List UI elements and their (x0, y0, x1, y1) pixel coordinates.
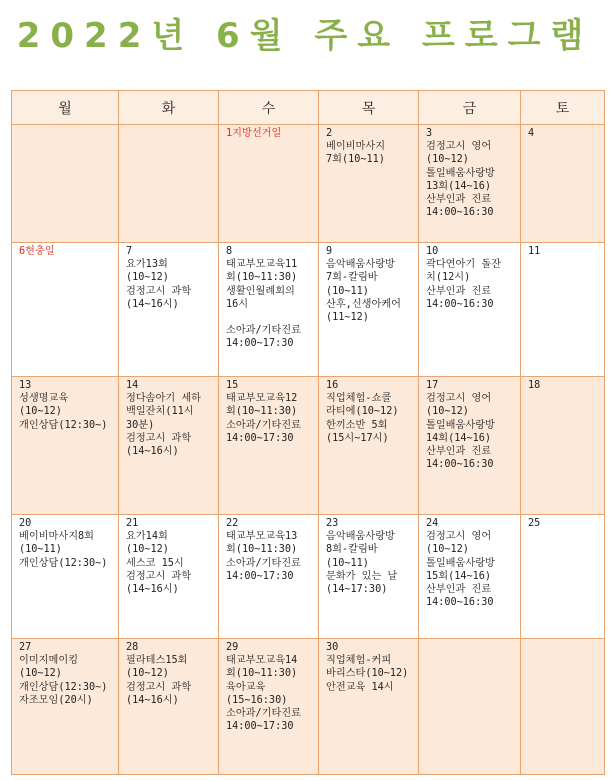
day-cell (119, 125, 219, 243)
day-cell (319, 639, 419, 775)
day-schedule-text: 16 직업체험-쇼콜 라티에(10~12) 한끼소반 5회 (15시~17시) (326, 380, 399, 444)
day-cell (12, 515, 119, 639)
day-cell (12, 125, 119, 243)
day-schedule-text: 8 태교부모교육11 회(10~11:30) 생활인월례회의 16시 소아과/기타진료 14:00~17:30 (226, 246, 302, 350)
day-schedule-text: 21 요가14회 (10~12) 세스코 15시 검정고시 과학 (14~16시) (126, 518, 192, 596)
week-row (12, 243, 605, 377)
day-cell (119, 377, 219, 515)
weekday-header-row (12, 91, 605, 125)
day-schedule-text: 30 직업체험-커피 바리스타(10~12) 안전교육 14시 (326, 642, 409, 693)
day-schedule-text: 2 베이비마사지 7회(10~11) (326, 128, 386, 166)
day-cell (319, 243, 419, 377)
week-row (12, 125, 605, 243)
day-cell (521, 639, 605, 775)
day-cell (319, 377, 419, 515)
weekday-header: 목 (319, 91, 419, 125)
day-cell (219, 639, 319, 775)
day-cell (219, 515, 319, 639)
day-cell (419, 125, 521, 243)
day-schedule-text: 23 음악배움사랑방 8회-칼림바 (10~11) 문화가 있는 날 (14~17:30) (326, 518, 398, 596)
weekday-header: 토 (521, 91, 605, 125)
weekday-header: 금 (419, 91, 521, 125)
day-cell (419, 243, 521, 377)
day-cell (12, 243, 119, 377)
day-schedule-text: 24 검정고시 영어 (10~12) 톨일배움사랑방 15회(14~16) 산부인과 진료 14:00~16:30 (426, 518, 495, 609)
day-schedule-text: 14 정다솜아기 세하 백일잔치(11시 30분) 검정고시 과학 (14~16시) (126, 380, 202, 458)
day-schedule-text: 28 필라테스15회 (10~12) 검정고시 과학 (14~16시) (126, 642, 192, 706)
day-schedule-text: 22 태교부모교육13 회(10~11:30) 소아과/기타진료 14:00~17:30 (226, 518, 302, 582)
weekday-header: 수 (219, 91, 319, 125)
day-schedule-text: 15 태교부모교육12 회(10~11:30) 소아과/기타진료 14:00~17:30 (226, 380, 302, 444)
day-cell (119, 639, 219, 775)
day-schedule-text: 25 (528, 518, 541, 529)
day-cell (521, 377, 605, 515)
day-cell (319, 515, 419, 639)
day-cell (521, 515, 605, 639)
day-schedule-text: 10 곽다연아기 돌잔 치(12시) 산부인과 진료 14:00~16:30 (426, 246, 502, 310)
week-row (12, 639, 605, 775)
calendar-table (11, 90, 605, 775)
day-cell (419, 639, 521, 775)
day-schedule-text: 27 이미지메이킹 (10~12) 개인상담(12:30~) 자조모임(20시) (19, 642, 108, 706)
day-schedule-text: 7 요가13회 (10~12) 검정고시 과학 (14~16시) (126, 246, 192, 310)
weekday-header: 월 (12, 91, 119, 125)
day-schedule-text: 13 성생명교육 (10~12) 개인상담(12:30~) (19, 380, 108, 431)
day-cell (219, 377, 319, 515)
week-row (12, 377, 605, 515)
day-cell (119, 515, 219, 639)
day-schedule-text: 3 검정고시 영어 (10~12) 톨일배움사랑방 13회(14~16) 산부인과 진료 14:00~16:30 (426, 128, 495, 219)
day-cell (419, 377, 521, 515)
day-cell (419, 515, 521, 639)
day-schedule-text: 29 태교부모교육14 회(10~11:30) 육아교육 (15~16:30) 소아과/기타진료 14:00~17:30 (226, 642, 302, 733)
week-row (12, 515, 605, 639)
day-schedule-text: 4 (528, 128, 535, 139)
day-cell (319, 125, 419, 243)
day-cell (12, 377, 119, 515)
day-schedule-text: 11 (528, 246, 541, 257)
day-schedule-text: 9 음악배움사랑방 7회-칼림바 (10~11) 산후,신생아케어 (11~12) (326, 246, 402, 324)
holiday-text: 1지방선거일 (226, 128, 282, 139)
day-cell (219, 243, 319, 377)
day-cell (119, 243, 219, 377)
day-cell (219, 125, 319, 243)
weekday-header: 화 (119, 91, 219, 125)
day-schedule-text: 20 베이비마사지8회 (10~11) 개인상담(12:30~) (19, 518, 108, 569)
page-title: 2022년 6월 주요 프로그램 (16, 16, 594, 56)
day-schedule-text: 17 검정고시 영어 (10~12) 톨일배움사랑방 14회(14~16) 산부인과 진료 14:00~16:30 (426, 380, 495, 471)
day-cell (12, 639, 119, 775)
day-cell (521, 243, 605, 377)
day-schedule-text: 18 (528, 380, 541, 391)
day-cell (521, 125, 605, 243)
holiday-text: 6현충일 (19, 246, 55, 257)
